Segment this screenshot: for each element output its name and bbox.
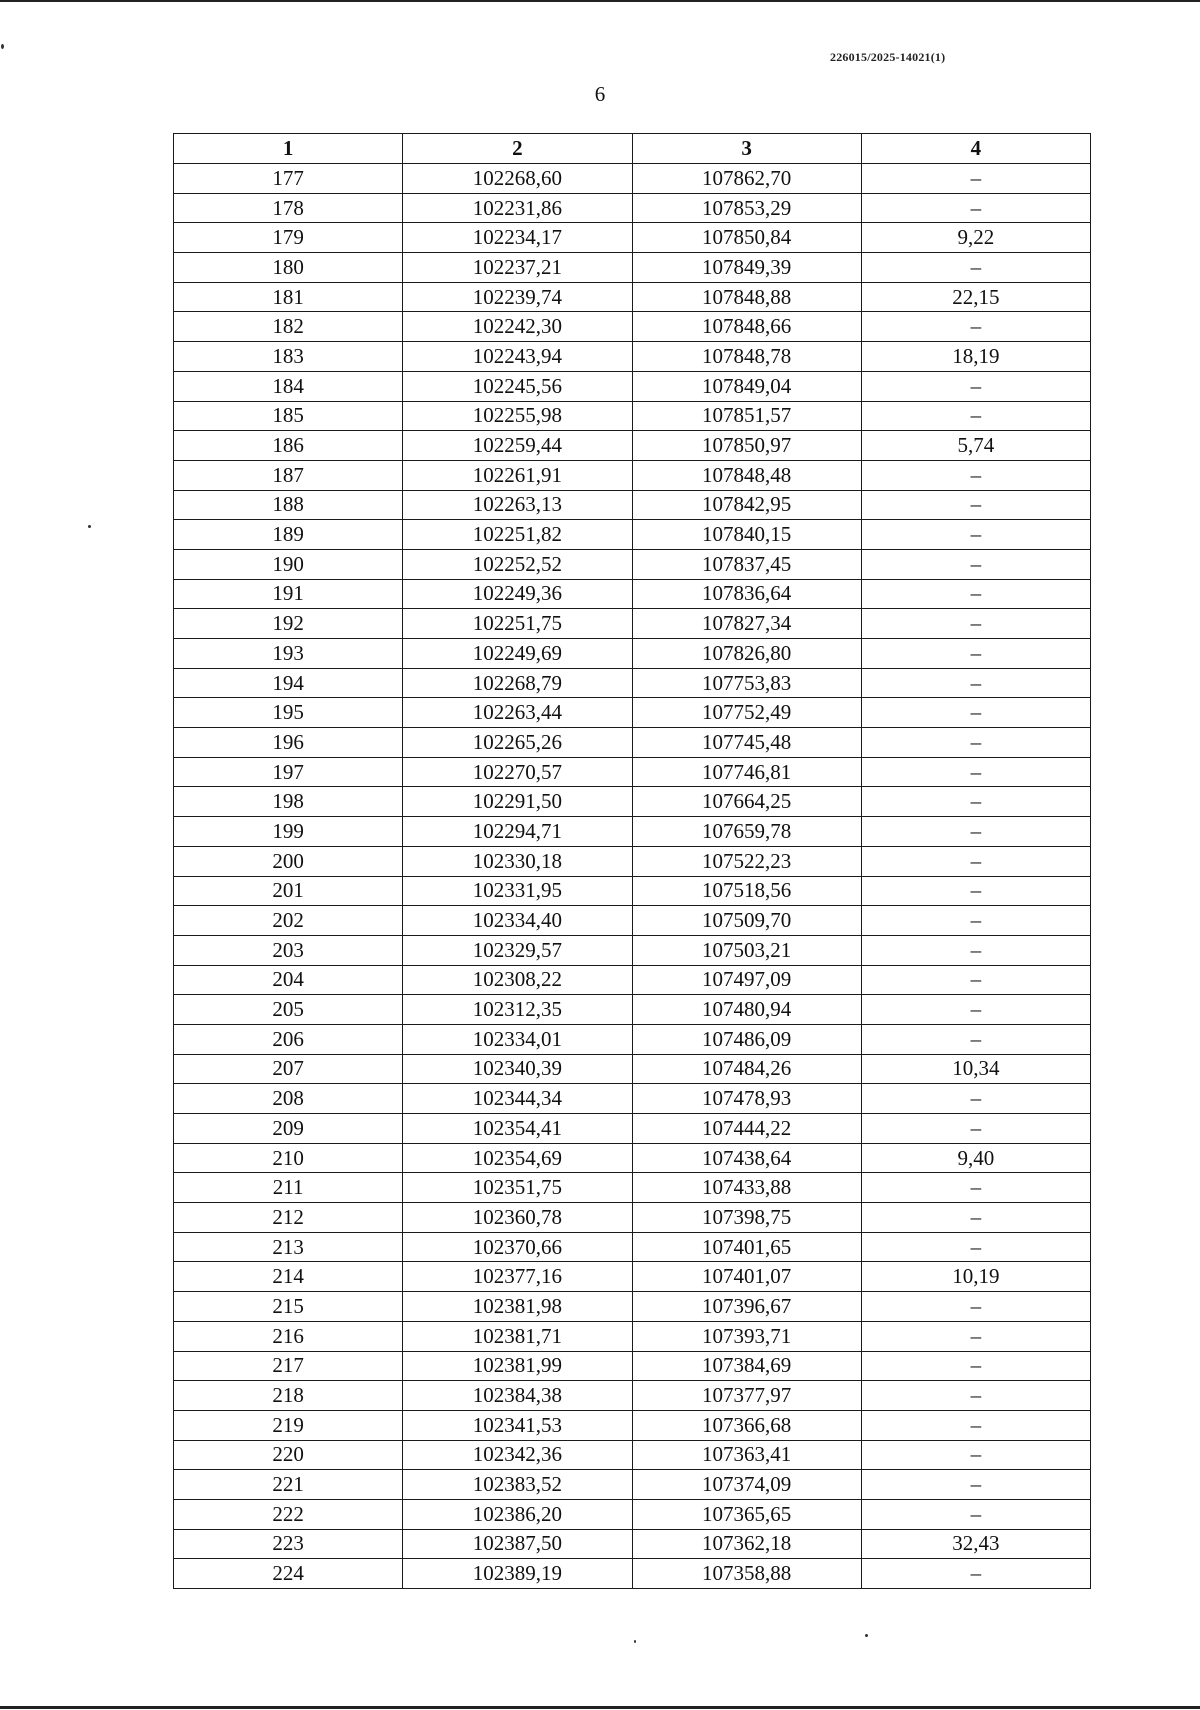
coordinate-y-cell: 107377,97 (632, 1381, 861, 1411)
coordinate-y-cell: 107862,70 (632, 164, 861, 194)
point-number-cell: 188 (174, 490, 403, 520)
page-number: 6 (594, 82, 606, 106)
coordinate-y-cell: 107497,09 (632, 965, 861, 995)
coordinate-x-cell: 102243,94 (403, 342, 632, 372)
distance-cell: – (861, 520, 1090, 550)
distance-cell: – (861, 1232, 1090, 1262)
table-row (174, 668, 1091, 698)
distance-cell: – (861, 965, 1090, 995)
coordinates-table (173, 133, 1091, 1589)
column-header: 3 (632, 134, 861, 164)
distance-cell: 18,19 (861, 342, 1090, 372)
coordinate-y-cell: 107848,78 (632, 342, 861, 372)
distance-cell: 22,15 (861, 282, 1090, 312)
point-number-cell: 177 (174, 164, 403, 194)
table-row (174, 787, 1091, 817)
coordinate-x-cell: 102370,66 (403, 1232, 632, 1262)
table-row (174, 609, 1091, 639)
coordinate-x-cell: 102354,41 (403, 1114, 632, 1144)
table-row (174, 193, 1091, 223)
coordinate-x-cell: 102249,69 (403, 639, 632, 669)
coordinate-y-cell: 107363,41 (632, 1440, 861, 1470)
coordinate-x-cell: 102381,71 (403, 1321, 632, 1351)
distance-cell: – (861, 1410, 1090, 1440)
point-number-cell: 217 (174, 1351, 403, 1381)
distance-cell: 9,22 (861, 223, 1090, 253)
table-row (174, 490, 1091, 520)
coordinate-y-cell: 107842,95 (632, 490, 861, 520)
table-row (174, 1529, 1091, 1559)
coordinate-y-cell: 107398,75 (632, 1203, 861, 1233)
point-number-cell: 195 (174, 698, 403, 728)
table-row (174, 1470, 1091, 1500)
table-row (174, 282, 1091, 312)
table-row (174, 1559, 1091, 1589)
coordinate-x-cell: 102265,26 (403, 728, 632, 758)
table-row (174, 164, 1091, 194)
coordinate-x-cell: 102351,75 (403, 1173, 632, 1203)
coordinate-y-cell: 107849,39 (632, 253, 861, 283)
coordinate-y-cell: 107826,80 (632, 639, 861, 669)
distance-cell: – (861, 698, 1090, 728)
distance-cell: 10,34 (861, 1054, 1090, 1084)
coordinate-y-cell: 107396,67 (632, 1292, 861, 1322)
coordinate-y-cell: 107374,09 (632, 1470, 861, 1500)
coordinate-x-cell: 102334,40 (403, 906, 632, 936)
point-number-cell: 211 (174, 1173, 403, 1203)
point-number-cell: 216 (174, 1321, 403, 1351)
coordinate-x-cell: 102268,60 (403, 164, 632, 194)
table-row (174, 1262, 1091, 1292)
table-row (174, 1143, 1091, 1173)
table-row (174, 995, 1091, 1025)
point-number-cell: 197 (174, 757, 403, 787)
coordinate-y-cell: 107484,26 (632, 1054, 861, 1084)
distance-cell: – (861, 312, 1090, 342)
point-number-cell: 198 (174, 787, 403, 817)
coordinate-y-cell: 107745,48 (632, 728, 861, 758)
coordinate-x-cell: 102261,91 (403, 460, 632, 490)
point-number-cell: 214 (174, 1262, 403, 1292)
coordinate-x-cell: 102344,34 (403, 1084, 632, 1114)
table-row (174, 1499, 1091, 1529)
point-number-cell: 220 (174, 1440, 403, 1470)
column-header: 4 (861, 134, 1090, 164)
table-row (174, 876, 1091, 906)
table-row (174, 253, 1091, 283)
table-row (174, 431, 1091, 461)
coordinate-x-cell: 102360,78 (403, 1203, 632, 1233)
point-number-cell: 213 (174, 1232, 403, 1262)
table-row (174, 965, 1091, 995)
coordinate-x-cell: 102270,57 (403, 757, 632, 787)
distance-cell: – (861, 1292, 1090, 1322)
distance-cell: – (861, 846, 1090, 876)
distance-cell: – (861, 1173, 1090, 1203)
coordinate-y-cell: 107480,94 (632, 995, 861, 1025)
coordinate-x-cell: 102294,71 (403, 817, 632, 847)
coordinate-x-cell: 102331,95 (403, 876, 632, 906)
point-number-cell: 189 (174, 520, 403, 550)
table-header-row (174, 134, 1091, 164)
scan-top-edge-rule (0, 0, 1200, 2)
distance-cell: – (861, 1321, 1090, 1351)
scan-bottom-edge-rule (0, 1706, 1200, 1709)
coordinate-y-cell: 107444,22 (632, 1114, 861, 1144)
distance-cell: – (861, 1440, 1090, 1470)
coordinate-x-cell: 102234,17 (403, 223, 632, 253)
document-reference-number: 226015/2025-14021(1) (830, 50, 946, 64)
point-number-cell: 206 (174, 1024, 403, 1054)
coordinate-y-cell: 107522,23 (632, 846, 861, 876)
distance-cell: – (861, 164, 1090, 194)
table-row (174, 223, 1091, 253)
coordinate-x-cell: 102231,86 (403, 193, 632, 223)
distance-cell: 5,74 (861, 431, 1090, 461)
point-number-cell: 178 (174, 193, 403, 223)
distance-cell: – (861, 460, 1090, 490)
table-row (174, 460, 1091, 490)
distance-cell: 9,40 (861, 1143, 1090, 1173)
table-row (174, 1203, 1091, 1233)
point-number-cell: 208 (174, 1084, 403, 1114)
point-number-cell: 205 (174, 995, 403, 1025)
coordinate-x-cell: 102377,16 (403, 1262, 632, 1292)
coordinate-y-cell: 107393,71 (632, 1321, 861, 1351)
point-number-cell: 180 (174, 253, 403, 283)
point-number-cell: 196 (174, 728, 403, 758)
coordinate-x-cell: 102259,44 (403, 431, 632, 461)
point-number-cell: 190 (174, 549, 403, 579)
coordinate-x-cell: 102341,53 (403, 1410, 632, 1440)
distance-cell: – (861, 253, 1090, 283)
coordinate-y-cell: 107362,18 (632, 1529, 861, 1559)
coordinate-x-cell: 102312,35 (403, 995, 632, 1025)
table-row (174, 817, 1091, 847)
distance-cell: – (861, 1203, 1090, 1233)
coordinate-y-cell: 107851,57 (632, 401, 861, 431)
table-row (174, 1292, 1091, 1322)
coordinate-x-cell: 102342,36 (403, 1440, 632, 1470)
distance-cell: – (861, 935, 1090, 965)
coordinate-y-cell: 107848,66 (632, 312, 861, 342)
distance-cell: – (861, 1084, 1090, 1114)
coordinate-x-cell: 102387,50 (403, 1529, 632, 1559)
distance-cell: – (861, 1470, 1090, 1500)
distance-cell: – (861, 817, 1090, 847)
table-row (174, 1410, 1091, 1440)
table-row (174, 728, 1091, 758)
point-number-cell: 212 (174, 1203, 403, 1233)
table-row (174, 520, 1091, 550)
table-row (174, 401, 1091, 431)
coordinate-x-cell: 102329,57 (403, 935, 632, 965)
coordinate-x-cell: 102389,19 (403, 1559, 632, 1589)
coordinate-y-cell: 107853,29 (632, 193, 861, 223)
distance-cell: – (861, 728, 1090, 758)
coordinate-x-cell: 102255,98 (403, 401, 632, 431)
coordinate-y-cell: 107503,21 (632, 935, 861, 965)
point-number-cell: 201 (174, 876, 403, 906)
column-header: 1 (174, 134, 403, 164)
coordinate-y-cell: 107659,78 (632, 817, 861, 847)
point-number-cell: 219 (174, 1410, 403, 1440)
distance-cell: 32,43 (861, 1529, 1090, 1559)
distance-cell: – (861, 668, 1090, 698)
point-number-cell: 203 (174, 935, 403, 965)
point-number-cell: 215 (174, 1292, 403, 1322)
table-row (174, 757, 1091, 787)
point-number-cell: 223 (174, 1529, 403, 1559)
scan-speck (1, 44, 4, 49)
coordinate-x-cell: 102354,69 (403, 1143, 632, 1173)
table-row (174, 906, 1091, 936)
point-number-cell: 185 (174, 401, 403, 431)
scan-speck (634, 1640, 636, 1643)
distance-cell: – (861, 549, 1090, 579)
coordinate-y-cell: 107384,69 (632, 1351, 861, 1381)
table-row (174, 1351, 1091, 1381)
table-row (174, 698, 1091, 728)
coordinate-y-cell: 107753,83 (632, 668, 861, 698)
point-number-cell: 207 (174, 1054, 403, 1084)
coordinate-x-cell: 102340,39 (403, 1054, 632, 1084)
coordinate-x-cell: 102291,50 (403, 787, 632, 817)
point-number-cell: 181 (174, 282, 403, 312)
distance-cell: 10,19 (861, 1262, 1090, 1292)
coordinate-y-cell: 107401,07 (632, 1262, 861, 1292)
table-body (174, 164, 1091, 1589)
coordinate-x-cell: 102251,82 (403, 520, 632, 550)
coordinate-x-cell: 102251,75 (403, 609, 632, 639)
coordinate-x-cell: 102268,79 (403, 668, 632, 698)
coordinate-y-cell: 107664,25 (632, 787, 861, 817)
coordinate-x-cell: 102384,38 (403, 1381, 632, 1411)
table-row (174, 639, 1091, 669)
coordinate-x-cell: 102381,98 (403, 1292, 632, 1322)
point-number-cell: 209 (174, 1114, 403, 1144)
coordinate-x-cell: 102263,13 (403, 490, 632, 520)
coordinate-x-cell: 102239,74 (403, 282, 632, 312)
table-row (174, 1440, 1091, 1470)
point-number-cell: 218 (174, 1381, 403, 1411)
coordinate-y-cell: 107401,65 (632, 1232, 861, 1262)
distance-cell: – (861, 609, 1090, 639)
distance-cell: – (861, 193, 1090, 223)
table-row (174, 312, 1091, 342)
coordinate-y-cell: 107848,88 (632, 282, 861, 312)
point-number-cell: 199 (174, 817, 403, 847)
table-row (174, 1232, 1091, 1262)
distance-cell: – (861, 1499, 1090, 1529)
coordinate-y-cell: 107840,15 (632, 520, 861, 550)
table-row (174, 1084, 1091, 1114)
distance-cell: – (861, 876, 1090, 906)
coordinate-x-cell: 102252,52 (403, 549, 632, 579)
point-number-cell: 191 (174, 579, 403, 609)
distance-cell: – (861, 579, 1090, 609)
coordinate-y-cell: 107850,97 (632, 431, 861, 461)
point-number-cell: 224 (174, 1559, 403, 1589)
distance-cell: – (861, 639, 1090, 669)
point-number-cell: 179 (174, 223, 403, 253)
coordinate-x-cell: 102334,01 (403, 1024, 632, 1054)
coordinate-x-cell: 102237,21 (403, 253, 632, 283)
column-header: 2 (403, 134, 632, 164)
coordinate-x-cell: 102383,52 (403, 1470, 632, 1500)
point-number-cell: 184 (174, 371, 403, 401)
coordinate-y-cell: 107850,84 (632, 223, 861, 253)
coordinate-y-cell: 107752,49 (632, 698, 861, 728)
coordinate-y-cell: 107433,88 (632, 1173, 861, 1203)
coordinate-x-cell: 102242,30 (403, 312, 632, 342)
table-row (174, 342, 1091, 372)
point-number-cell: 210 (174, 1143, 403, 1173)
table-row (174, 549, 1091, 579)
table-row (174, 1114, 1091, 1144)
table-header (174, 134, 1091, 164)
distance-cell: – (861, 757, 1090, 787)
coordinate-y-cell: 107358,88 (632, 1559, 861, 1589)
coordinate-x-cell: 102308,22 (403, 965, 632, 995)
coordinate-x-cell: 102249,36 (403, 579, 632, 609)
point-number-cell: 202 (174, 906, 403, 936)
coordinate-x-cell: 102386,20 (403, 1499, 632, 1529)
coordinate-y-cell: 107438,64 (632, 1143, 861, 1173)
coordinate-y-cell: 107366,68 (632, 1410, 861, 1440)
point-number-cell: 192 (174, 609, 403, 639)
table-row (174, 579, 1091, 609)
point-number-cell: 182 (174, 312, 403, 342)
table-row (174, 1054, 1091, 1084)
table-row (174, 846, 1091, 876)
point-number-cell: 183 (174, 342, 403, 372)
coordinate-y-cell: 107478,93 (632, 1084, 861, 1114)
scan-speck (88, 525, 91, 528)
coordinate-y-cell: 107836,64 (632, 579, 861, 609)
table-row (174, 1173, 1091, 1203)
distance-cell: – (861, 787, 1090, 817)
coordinate-y-cell: 107365,65 (632, 1499, 861, 1529)
distance-cell: – (861, 1381, 1090, 1411)
table-row (174, 371, 1091, 401)
scan-speck (865, 1634, 868, 1637)
distance-cell: – (861, 401, 1090, 431)
point-number-cell: 222 (174, 1499, 403, 1529)
coordinate-y-cell: 107849,04 (632, 371, 861, 401)
distance-cell: – (861, 1351, 1090, 1381)
point-number-cell: 193 (174, 639, 403, 669)
coordinate-y-cell: 107827,34 (632, 609, 861, 639)
point-number-cell: 194 (174, 668, 403, 698)
coordinate-x-cell: 102245,56 (403, 371, 632, 401)
coordinate-y-cell: 107848,48 (632, 460, 861, 490)
distance-cell: – (861, 490, 1090, 520)
distance-cell: – (861, 1024, 1090, 1054)
coordinate-y-cell: 107486,09 (632, 1024, 861, 1054)
table-row (174, 1381, 1091, 1411)
point-number-cell: 221 (174, 1470, 403, 1500)
coordinate-y-cell: 107509,70 (632, 906, 861, 936)
distance-cell: – (861, 906, 1090, 936)
coordinate-y-cell: 107746,81 (632, 757, 861, 787)
table-row (174, 1024, 1091, 1054)
point-number-cell: 187 (174, 460, 403, 490)
table-row (174, 935, 1091, 965)
distance-cell: – (861, 371, 1090, 401)
coordinate-y-cell: 107837,45 (632, 549, 861, 579)
coordinate-x-cell: 102263,44 (403, 698, 632, 728)
distance-cell: – (861, 995, 1090, 1025)
point-number-cell: 200 (174, 846, 403, 876)
coordinate-x-cell: 102330,18 (403, 846, 632, 876)
point-number-cell: 204 (174, 965, 403, 995)
table-row (174, 1321, 1091, 1351)
distance-cell: – (861, 1114, 1090, 1144)
distance-cell: – (861, 1559, 1090, 1589)
point-number-cell: 186 (174, 431, 403, 461)
coordinate-y-cell: 107518,56 (632, 876, 861, 906)
coordinate-x-cell: 102381,99 (403, 1351, 632, 1381)
